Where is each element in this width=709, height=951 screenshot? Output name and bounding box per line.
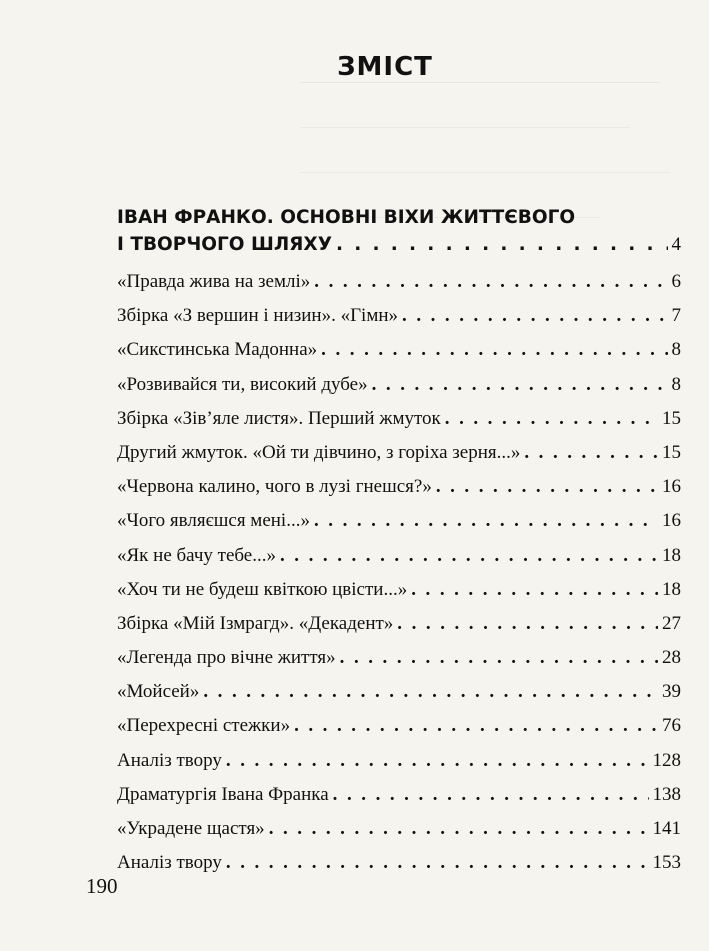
toc-entry[interactable] (117, 784, 681, 806)
toc-page-number: 141 (652, 818, 681, 839)
toc-page-number: 128 (652, 749, 681, 771)
dot-leader (445, 408, 658, 430)
toc-entry[interactable] (117, 818, 681, 840)
toc-entry[interactable] (117, 442, 681, 464)
dot-leader (411, 579, 658, 601)
toc-entry[interactable] (117, 510, 681, 532)
toc-entry[interactable] (117, 339, 681, 361)
toc-page-number: 18 (662, 544, 681, 566)
dot-leader (294, 715, 658, 737)
dot-leader (333, 784, 649, 806)
toc-entry-title: «Червона калино, чого в лузі гнешся?» (117, 476, 432, 498)
toc-entry-title: «Розвивайся ти, високий дубе» (117, 373, 368, 395)
dot-leader (340, 647, 658, 669)
toc-entry[interactable] (117, 374, 681, 396)
toc-heading[interactable] (117, 204, 681, 258)
toc-entry[interactable] (117, 408, 681, 430)
dot-leader (280, 545, 658, 567)
toc-page-number: 28 (662, 647, 681, 669)
dot-leader (372, 374, 668, 396)
toc-heading-line2: І ТВОРЧОГО ШЛЯХУ (117, 234, 332, 255)
page-title: ЗМІСТ (337, 52, 433, 82)
table-of-contents (117, 204, 681, 886)
toc-entry[interactable] (117, 647, 681, 669)
page-number: 190 (86, 874, 118, 898)
toc-page-number: 15 (662, 441, 681, 463)
toc-page-number: 18 (662, 578, 681, 600)
toc-entry[interactable] (117, 579, 681, 601)
toc-entry[interactable] (117, 305, 681, 327)
toc-entry-title: «Легенда про вічне життя» (117, 647, 336, 669)
toc-entry-title: Драматургія Івана Франка (117, 783, 329, 805)
toc-page-number: 4 (671, 234, 681, 255)
toc-entry-title: «Сикстинська Мадонна» (117, 339, 318, 361)
toc-entry[interactable] (117, 681, 681, 703)
dot-leader (203, 681, 658, 703)
toc-entry[interactable] (117, 476, 681, 498)
toc-page-number: 15 (662, 407, 681, 429)
toc-entry-title: «Як не бачу тебе...» (117, 544, 276, 566)
toc-page-number: 16 (662, 510, 681, 532)
toc-page-number: 76 (662, 715, 681, 737)
dot-leader (226, 750, 649, 772)
dot-leader (524, 442, 658, 464)
toc-page-number: 8 (671, 373, 681, 395)
toc-heading-row (117, 231, 681, 258)
toc-entry-title: Аналіз твору (117, 749, 222, 771)
toc-entry[interactable] (117, 715, 681, 737)
dot-leader (269, 818, 649, 840)
toc-page-number: 153 (652, 852, 681, 874)
toc-entry-title: «Украдене щастя» (117, 818, 265, 839)
toc-entry-title: «Чого являєшся мені...» (117, 510, 310, 532)
toc-entry-title: Збірка «Мій Ізмрагд». «Декадент» (117, 612, 394, 634)
dot-leader (336, 231, 668, 258)
toc-entry-title: Аналіз твору (117, 852, 222, 874)
toc-entry-title: «Мойсей» (117, 681, 200, 703)
toc-page-number: 8 (671, 339, 681, 361)
toc-entry-title: Збірка «З вершин і низин». «Гімн» (117, 305, 399, 327)
dot-leader (397, 613, 658, 635)
toc-page-number: 7 (671, 305, 681, 327)
toc-entry-title: «Правда жива на землі» (117, 271, 311, 292)
toc-entry-title: Збірка «Зів’яле листя». Перший жмуток (117, 407, 441, 429)
toc-page-number: 16 (662, 476, 681, 498)
toc-entry-title: «Перехресні стежки» (117, 715, 291, 737)
toc-entry[interactable] (117, 852, 681, 874)
toc-page-number: 27 (662, 612, 681, 634)
toc-entry[interactable] (117, 271, 681, 293)
toc-entry[interactable] (117, 545, 681, 567)
dot-leader (402, 305, 667, 327)
toc-page-number: 39 (662, 681, 681, 703)
dot-leader (314, 510, 658, 532)
dot-leader (436, 476, 658, 498)
toc-page-number: 6 (671, 271, 681, 292)
toc-entry-title: Другий жмуток. «Ой ти дівчино, з горіха зерня...» (117, 441, 521, 463)
toc-entry[interactable] (117, 613, 681, 635)
toc-entry[interactable] (117, 750, 681, 772)
toc-page-number: 138 (652, 783, 681, 805)
dot-leader (314, 271, 667, 293)
toc-heading-line1: ІВАН ФРАНКО. ОСНОВНІ ВІХИ ЖИТТЄВОГО (117, 207, 576, 228)
show-through-text (300, 60, 680, 218)
dot-leader (321, 339, 667, 361)
toc-entry-title: «Хоч ти не будеш квіткою цвісти...» (117, 578, 408, 600)
dot-leader (226, 852, 649, 874)
